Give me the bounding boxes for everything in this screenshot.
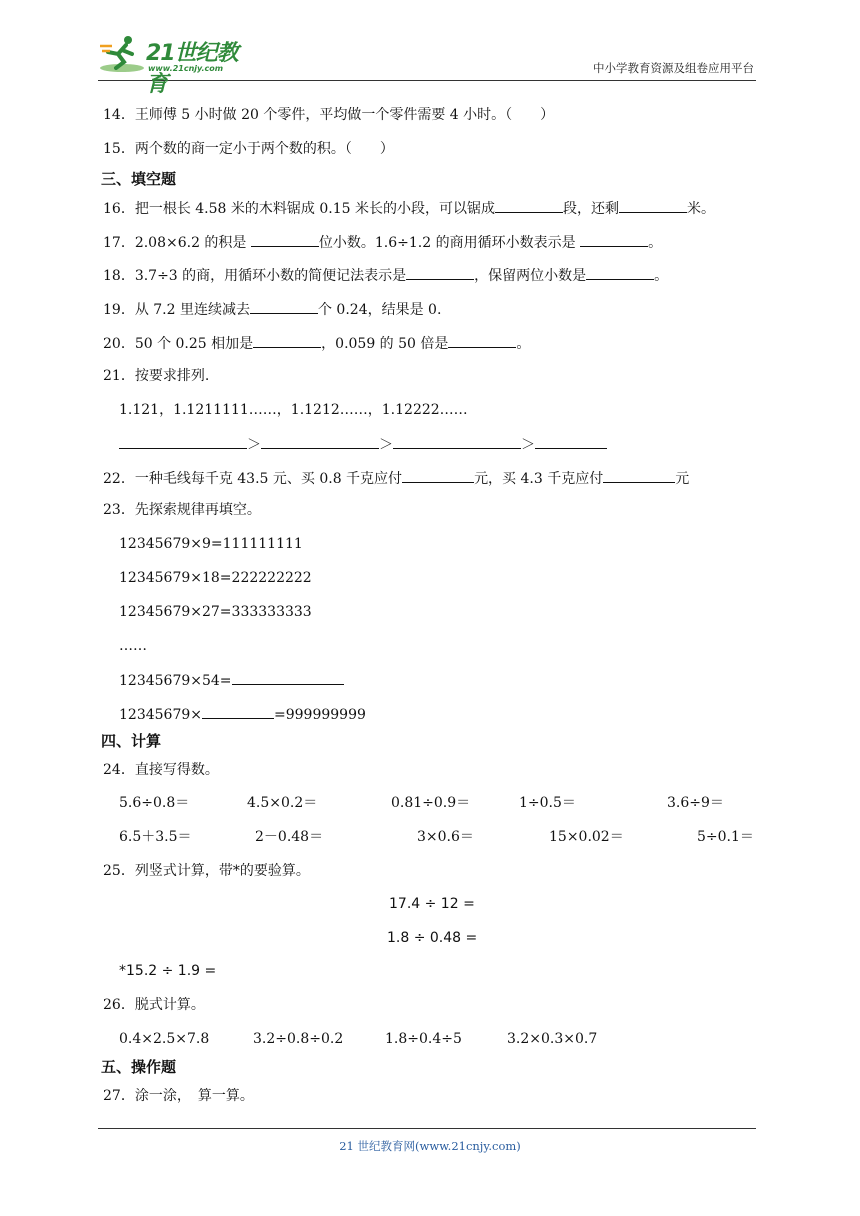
q20-text-c: 。 xyxy=(516,336,531,352)
gt-sign: ＞ xyxy=(521,437,535,453)
q18-blank-1[interactable] xyxy=(406,265,474,280)
question-18 xyxy=(103,265,668,285)
q22-blank-1[interactable] xyxy=(402,468,474,483)
q23-line-6-text-a: 12345679× xyxy=(119,707,202,723)
logo-text: 21世纪教育 xyxy=(146,41,238,97)
footer-text: 21 世纪教育网(www.21cnjy.com) xyxy=(339,1139,521,1153)
q24-expr: 0.81÷0.9＝ xyxy=(391,795,471,811)
q23-line-5-text: 12345679×54= xyxy=(119,673,232,689)
question-17 xyxy=(103,232,662,252)
q17-text-c: 。 xyxy=(648,235,663,251)
logo-url: www.21cnjy.com xyxy=(148,64,224,73)
section-heading-calc: 四、计算 xyxy=(101,732,162,750)
q23-line-6 xyxy=(119,704,366,724)
q26-expr: 0.4×2.5×7.8 xyxy=(119,1031,210,1047)
q24-expr: 6.5＋3.5＝ xyxy=(119,829,192,845)
site-logo xyxy=(98,34,258,97)
question-15: 15．两个数的商一定小于两个数的积。（ ） xyxy=(103,141,394,157)
q23-line-6-text-b: =999999999 xyxy=(274,707,366,723)
q20-text-a: 20．50 个 0.25 相加是 xyxy=(103,336,254,352)
q17-text-b: 位小数。1.6÷1.2 的商用循环小数表示是 xyxy=(318,235,581,251)
section-heading-fill: 三、填空题 xyxy=(101,170,177,188)
q22-text-b: 元，买 4.3 千克应付 xyxy=(474,471,604,487)
q21-ordering-blanks xyxy=(119,434,607,454)
q17-blank-2[interactable] xyxy=(580,232,648,247)
q20-blank-1[interactable] xyxy=(253,333,321,348)
q25-expr-3: *15.2 ÷ 1.9 = xyxy=(119,963,217,979)
q24-expr: 15×0.02＝ xyxy=(549,829,624,845)
question-27: 27．涂一涂， 算一算。 xyxy=(103,1088,254,1104)
q16-text-a: 16．把一根长 4.58 米的木料锯成 0.15 米长的小段，可以锯成 xyxy=(103,201,495,217)
q17-text-a: 17．2.08×6.2 的积是 xyxy=(103,235,251,251)
question-26: 26．脱式计算。 xyxy=(103,997,205,1013)
q22-text-c: 元 xyxy=(675,471,690,487)
q17-blank-1[interactable] xyxy=(251,232,319,247)
q26-expr: 3.2÷0.8÷0.2 xyxy=(253,1031,344,1047)
q18-blank-2[interactable] xyxy=(586,265,654,280)
q24-expr: 2－0.48＝ xyxy=(255,829,324,845)
q23-line-5 xyxy=(119,670,344,690)
q24-expr: 4.5×0.2＝ xyxy=(247,795,318,811)
q23-line-4: …… xyxy=(119,638,147,654)
q26-expr: 3.2×0.3×0.7 xyxy=(507,1031,598,1047)
section-heading-operation: 五、操作题 xyxy=(101,1058,177,1076)
q24-expr: 3.6÷9＝ xyxy=(667,795,724,811)
gt-sign: ＞ xyxy=(379,437,393,453)
q16-text-c: 米。 xyxy=(686,201,715,217)
q24-expr: 5÷0.1＝ xyxy=(697,829,754,845)
q21-numbers: 1.121，1.1211111……，1.1212……，1.12222…… xyxy=(119,402,468,418)
question-16 xyxy=(103,198,715,218)
q25-expr-1: 17.4 ÷ 12 = xyxy=(389,896,475,912)
q23-line-1: 12345679×9=111111111 xyxy=(119,536,303,552)
q24-expr: 5.6÷0.8＝ xyxy=(119,795,190,811)
gt-sign: ＞ xyxy=(247,437,261,453)
q19-text-b: 个 0.24，结果是 0. xyxy=(317,302,442,318)
q18-text-a: 18．3.7÷3 的商，用循环小数的简便记法表示是 xyxy=(103,268,407,284)
q22-blank-2[interactable] xyxy=(603,468,675,483)
footer-divider xyxy=(98,1128,756,1129)
question-20 xyxy=(103,333,530,353)
q19-text-a: 19．从 7.2 里连续减去 xyxy=(103,302,250,318)
question-25: 25．列竖式计算，带*的要验算。 xyxy=(103,863,310,879)
question-24: 24．直接写得数。 xyxy=(103,762,219,778)
page-header xyxy=(98,30,756,97)
q23-blank-1[interactable] xyxy=(232,670,344,685)
q25-expr-2: 1.8 ÷ 0.48 = xyxy=(387,930,478,946)
q23-blank-2[interactable] xyxy=(202,704,274,719)
q18-text-c: 。 xyxy=(654,268,669,284)
header-platform-text: 中小学教育资源及组卷应用平台 xyxy=(593,61,754,75)
q23-line-2: 12345679×18=222222222 xyxy=(119,570,312,586)
q16-blank-1[interactable] xyxy=(495,198,563,213)
q16-blank-2[interactable] xyxy=(619,198,687,213)
q18-text-b: ，保留两位小数是 xyxy=(474,268,587,284)
q21-blank-3[interactable] xyxy=(393,434,521,449)
runner-logo-icon xyxy=(98,34,146,74)
question-19 xyxy=(103,299,441,319)
q20-blank-2[interactable] xyxy=(448,333,516,348)
q21-blank-1[interactable] xyxy=(119,434,247,449)
q23-line-3: 12345679×27=333333333 xyxy=(119,604,312,620)
q20-text-b: ，0.059 的 50 倍是 xyxy=(321,336,449,352)
question-14: 14．王师傅 5 小时做 20 个零件，平均做一个零件需要 4 小时。（ ） xyxy=(103,107,555,123)
q16-text-b: 段，还剩 xyxy=(562,201,619,217)
question-21: 21．按要求排列. xyxy=(103,368,210,384)
question-22 xyxy=(103,468,689,488)
q24-expr: 1÷0.5＝ xyxy=(519,795,576,811)
q26-expr: 1.8÷0.4÷5 xyxy=(385,1031,462,1047)
q19-blank[interactable] xyxy=(250,299,318,314)
q21-blank-2[interactable] xyxy=(261,434,379,449)
q24-expr: 3×0.6＝ xyxy=(417,829,474,845)
question-23: 23．先探索规律再填空。 xyxy=(103,502,261,518)
q21-blank-4[interactable] xyxy=(535,434,607,449)
q22-text-a: 22．一种毛线每千克 43.5 元、买 0.8 千克应付 xyxy=(103,471,403,487)
